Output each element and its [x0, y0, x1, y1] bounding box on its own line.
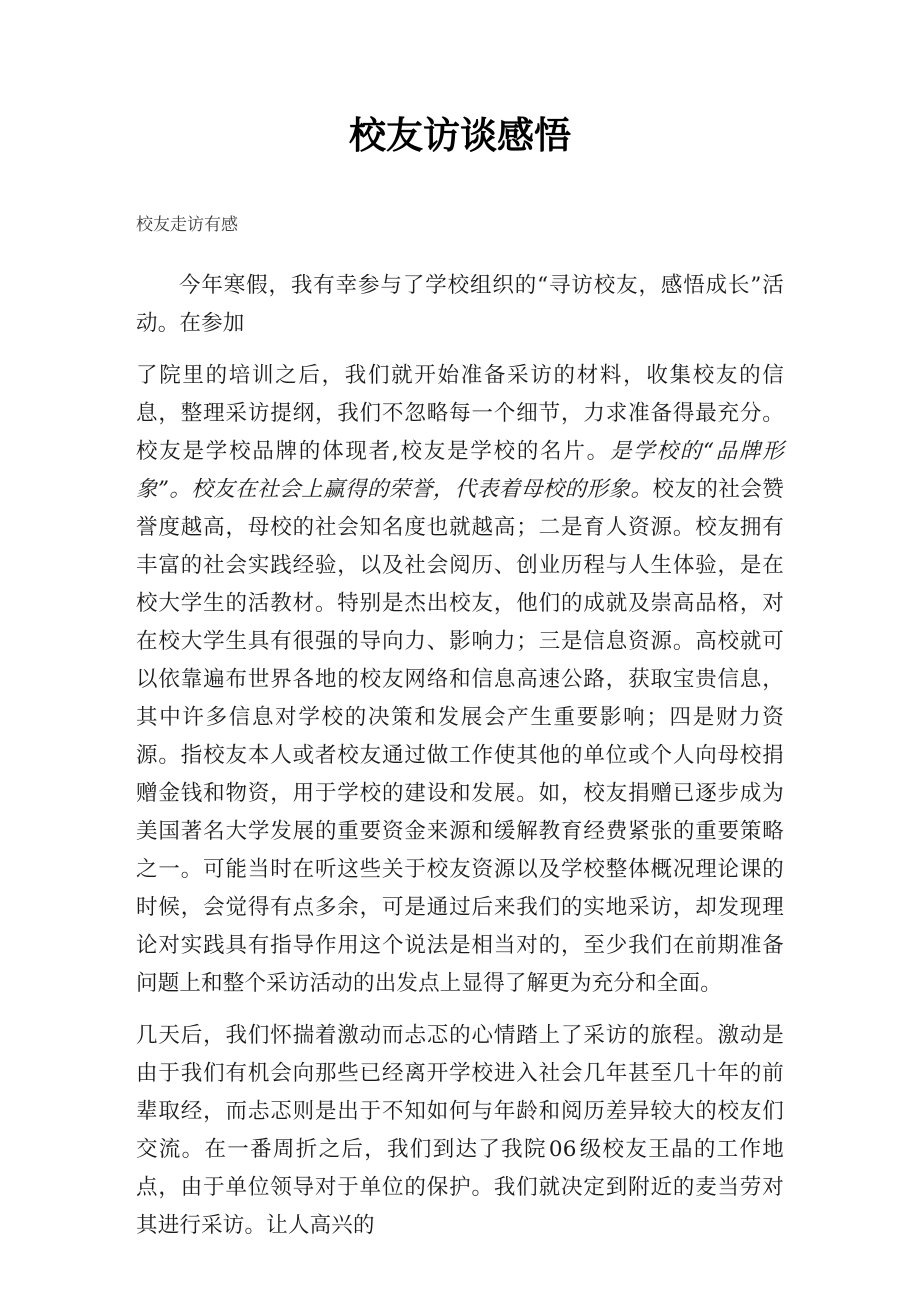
paragraph-body [136, 357, 784, 1003]
paragraph-tail-segment-2: 级校友王晶的工作地点，由于单位领导对于单位的保护。我们就决定到附近的麦当劳对其进行采访。让人高兴的 [136, 1137, 784, 1239]
paragraph-tail-segment-1: 几天后，我们怀揣着激动而忐忑的心情踏上了采访的旅程。激动是由于我们有机会向那些已经离开学校进入社会几年甚至几十年的前辈取经，而忐忑则是出于不知如何与年龄和阅历差异较大的校友们交流。在一番周折之后，我们到达了我院 [136, 1023, 784, 1163]
alumni-class-year: 06 [548, 1137, 577, 1163]
document-subtitle: 校友走访有感 [136, 215, 238, 235]
paragraph-body-segment-3: 校友的社会赞誉度越高，母校的社会知名度也就越高；二是育人资源。校友拥有丰富的社会实践经验，以及社会阅历、创业历程与人生体验，是在校大学生的活教材。特别是杰出校友，他们的成就及崇高品格，对在校大学生具有很强的导向力、影响力；三是信息资源。高校就可以依靠遍布世界各地的校友网络和信息高速公路，获取宝贵信息，其中许多信息对学校的决策和发展会产生重要影响；四是财力资源。指校友本人或者校友通过做工作使其他的单位或个人向母校捐赠金钱和物资，用于学校的建设和发展。如，校友捐赠已逐步成为美国著名大学发展的重要资金来源和缓解教育经费紧张的重要策略之一。可能当时在听这些关于校友资源以及学校整体概况理论课的时候，会觉得有点多余，可是通过后来我们的实地采访，却发现理论对实践具有指导作用这个说法是相当对的，至少我们在前期准备问题上和整个采访活动的出发点上显得了解更为充分和全面。 [136, 477, 785, 997]
document-content [136, 0, 784, 1245]
paragraph-body-segment-emphasis: 是学校的“品牌形象”。校友在社会上赢得的荣誉，代表着母校的形象。 [136, 439, 784, 503]
page-title: 校友访谈感悟 [349, 114, 571, 157]
paragraph-lead: 今年寒假，我有幸参与了学校组织的“寻访校友，感悟成长”活动。在参加 [136, 273, 784, 337]
paragraph-tail [136, 1017, 784, 1245]
paragraph-body-segment-1: 了院里的培训之后，我们就开始准备采访的材料，收集校友的信息，整理采访提纲，我们不忽略每一个细节，力求准备得最充分。校友是学校品牌的体现者,校友是学校的名片。 [136, 363, 784, 465]
